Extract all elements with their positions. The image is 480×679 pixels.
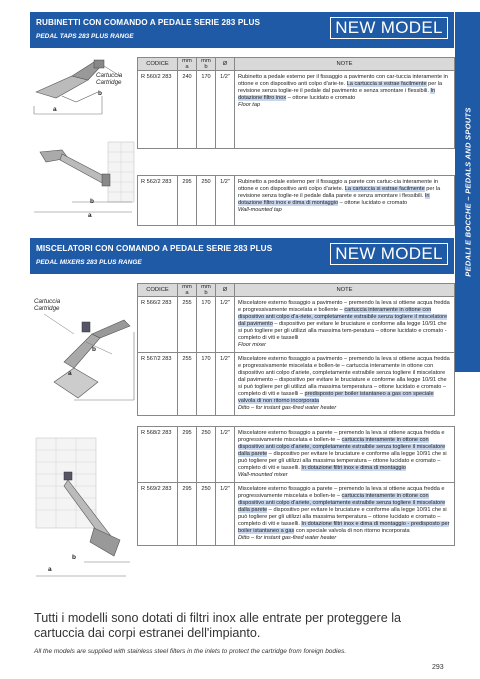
- note-text: Miscelatore esterno fissaggio a pavimento – premendo la leva si ottiene acqua fredda e progressivamente miscelata e bollen-te – cartuccia interamente in ottone con dispositivo anti colpo d'ariete, completamente estraibile senza togliere il miscelatore dal pavimento – dispositivo per evitare le bruciature e conforme alla legge 10/91 che si può togliere per gli utilizzi alla massima temperatura – ottone lucidato e cromato – completo di viti e tasselli –: [238, 356, 450, 397]
- cell-mm-a: 240: [178, 71, 197, 149]
- note-text: per la revisione senza toglie-re il pedale dal pavimento e senza smontare i flessibili.: [238, 81, 443, 94]
- note-text: Rubinetto a pedale esterno per il fissaggio a pavimento con car-tuccia interamente in ottone e con dispositivo anti colpo d'arie-te.: [238, 74, 448, 87]
- note-text: con speciale valvola di non ritorno incorporata: [294, 528, 410, 534]
- cell-note: [235, 297, 455, 353]
- note-highlight: La cartuccia si estrae facilmente: [344, 186, 425, 192]
- side-tab: [455, 12, 480, 372]
- section-subtitle: PEDAL TAPS 283 PLUS RANGE: [36, 33, 134, 40]
- floor-tap-illustration: [32, 56, 136, 126]
- note-english: Wall-mounted mixer: [238, 472, 288, 478]
- cell-code: R 560/2 283: [138, 71, 178, 149]
- section-title: RUBINETTI CON COMANDO A PEDALE SERIE 283 PLUS: [36, 18, 261, 27]
- table-row: [138, 483, 455, 546]
- wall-mixer-illustration: [34, 436, 136, 586]
- note-highlight: In dotazione filtri inox e dima di montaggio: [301, 465, 406, 471]
- cell-note: [235, 483, 455, 546]
- cell-mm-b: 170: [197, 71, 216, 149]
- wall-tap-illustration: [32, 140, 136, 220]
- cell-diameter: 1/2": [216, 176, 235, 226]
- cartridge-label-en: Cartridge: [96, 79, 122, 86]
- note-text: Rubinetto a pedale esterno per il fissaggio a parete con cartuc-cia interamente in ottone e con dispositivo anti colpo d'ariete.: [238, 179, 438, 192]
- note-english: Ditto – for instant gas-fired water heater: [238, 405, 337, 411]
- cell-note: [235, 176, 455, 226]
- table-row: [138, 297, 455, 353]
- dim-b-label: b: [98, 90, 102, 97]
- cell-code: R 569/2 283: [138, 483, 178, 546]
- note-text: – dispositivo per evitare le bruciature e conforme alla legge 10/91 che si può togliere per gli utilizzi alla massima tem-peratura – ottone lucidato e cromato - completo di viti e tasselli: [238, 321, 447, 341]
- table-row: [138, 71, 455, 149]
- cartridge-label-it: Cartuccia: [96, 72, 123, 79]
- pedal-taps-table: [137, 57, 455, 226]
- cell-mm-b: 170: [197, 353, 216, 416]
- table-row: [138, 353, 455, 416]
- note-highlight: In dotazione filtro inox: [238, 88, 436, 101]
- cartridge-label-en: Cartridge: [34, 305, 60, 312]
- col-header-code: CODICE: [138, 284, 178, 297]
- page-number: 293: [432, 664, 444, 671]
- cell-mm-a: 295: [178, 176, 197, 226]
- row-spacer: [138, 149, 455, 176]
- cell-mm-a: 295: [178, 427, 197, 483]
- cell-diameter: 1/2": [216, 483, 235, 546]
- col-header-mm-b: mm b: [197, 58, 216, 71]
- table-row: [138, 427, 455, 483]
- note-text: per la revisione senza toglie-re il pedale dalla parete e senza smontare i flessibili.: [238, 186, 441, 199]
- col-header-diameter: Ø: [216, 284, 235, 297]
- cell-diameter: 1/2": [216, 71, 235, 149]
- note-text: – dispositivo per evitare le bruciature e conforme alla legge 10/91 che si può togliere per gli utilizzi alla massima temperatura – ottone lucidato e cromato – completo di viti e tasselli.: [238, 507, 447, 527]
- cell-code: R 566/2 283: [138, 297, 178, 353]
- dim-a-label: a: [48, 566, 52, 573]
- footer-note-italian: Tutti i modelli sono dotati di filtri inox alle entrate per proteggere la cartuccia dai corpi estranei dell'impianto.: [34, 611, 402, 640]
- note-highlight: cartuccia interamente in ottone con dispositivo anti colpo d'a-riete, completamente estraibile senza togliere il miscelatore dal pavimento: [238, 307, 448, 327]
- dim-a-label: a: [68, 370, 72, 377]
- note-text: Miscelatore esterno fissaggio a parete – premendo la leva si ottiene acqua fredda e progressivamente miscelata e bollen-te –: [238, 430, 445, 443]
- new-model-badge: NEW MODEL: [330, 243, 448, 265]
- pedal-mixers-table: [137, 283, 455, 546]
- cell-diameter: 1/2": [216, 353, 235, 416]
- note-text: Miscelatore esterno fissaggio a parete – premendo la leva si ottiene acqua fredda e progressivamente miscelata e bollen-te –: [238, 486, 445, 499]
- footer-note-english: All the models are supplied with stainless steel filters in the inlets to protect the cartridge from foreign bodies.: [34, 648, 347, 655]
- cell-mm-b: 250: [197, 176, 216, 226]
- note-text: – ottone lucidato e cromato: [286, 95, 356, 101]
- col-header-note: NOTE: [235, 58, 455, 71]
- row-spacer: [138, 416, 455, 427]
- cell-code: R 568/2 283: [138, 427, 178, 483]
- table-header-row: [138, 284, 455, 297]
- note-highlight: cartuccia interamente in ottone con dispositivo anti colpo d'ariete, completamente estraibile senza togliere il miscelatore dalla parete: [238, 437, 446, 457]
- note-highlight: In dotazione filtri inox e dima di montaggio - predisposto per boiler istantaneo a gas: [238, 521, 450, 534]
- col-header-code: CODICE: [138, 58, 178, 71]
- cell-mm-b: 250: [197, 427, 216, 483]
- section-banner-pedal-mixers: [30, 238, 454, 274]
- cell-diameter: 1/2": [216, 297, 235, 353]
- cell-mm-a: 255: [178, 353, 197, 416]
- cartridge-label-it: Cartuccia: [34, 298, 61, 305]
- note-text: – dispositivo per evitare le bruciature e conforme alla legge 10/91 che si può togliere per gli utilizzi alla massima temperatura – ottone lucidato e cromato – completo di viti e tasselli.: [238, 451, 447, 471]
- note-english: Ditto – for instant gas-fired water heater: [238, 535, 337, 541]
- cell-note: [235, 71, 455, 149]
- note-english: Floor tap: [238, 102, 261, 108]
- dim-b-label: b: [90, 198, 94, 205]
- col-header-mm-b: mm b: [197, 284, 216, 297]
- cell-diameter: 1/2": [216, 427, 235, 483]
- cell-mm-b: 250: [197, 483, 216, 546]
- note-highlight: predisposto per boiler istantaneo a gas con speciale valvola di non ritorno incorporata: [238, 391, 434, 404]
- note-highlight: La cartuccia si estrae facilmente: [346, 81, 427, 87]
- table-header-row: [138, 58, 455, 71]
- cell-note: [235, 353, 455, 416]
- cell-note: [235, 427, 455, 483]
- new-model-badge: NEW MODEL: [330, 17, 448, 39]
- note-english: Floor mixer: [238, 342, 266, 348]
- cell-code: R 567/2 283: [138, 353, 178, 416]
- dim-a-label: a: [88, 212, 92, 219]
- floor-mixer-illustration: [34, 312, 136, 422]
- note-text: – ottone lucidato e cromato: [338, 200, 408, 206]
- section-subtitle: PEDAL MIXERS 283 PLUS RANGE: [36, 259, 142, 266]
- col-header-diameter: Ø: [216, 58, 235, 71]
- section-title: MISCELATORI CON COMANDO A PEDALE SERIE 283 PLUS: [36, 244, 273, 253]
- table-row: [138, 176, 455, 226]
- col-header-mm-a: mm a: [178, 284, 197, 297]
- dim-a-label: a: [53, 106, 57, 113]
- note-highlight: cartuccia interamente in ottone con dispositivo anti colpo d'ariete, completamente estraibile senza togliere il miscelatore dalla parete: [238, 493, 446, 513]
- dim-b-label: b: [72, 554, 76, 561]
- col-header-note: NOTE: [235, 284, 455, 297]
- section-banner-pedal-taps: [30, 12, 454, 48]
- cell-mm-a: 255: [178, 297, 197, 353]
- cell-mm-a: 295: [178, 483, 197, 546]
- note-text: Miscelatore esterno fissaggio a pavimento – premendo la leva si ottiene acqua fredda e progressivamente miscelata e bollente –: [238, 300, 450, 313]
- dim-b-label: b: [92, 346, 96, 353]
- note-english: Wall-mounted tap: [238, 207, 282, 213]
- cell-code: R 562/2 283: [138, 176, 178, 226]
- note-highlight: In dotazione filtro inox e dima di montaggio: [238, 193, 430, 206]
- side-tab-label: PEDALI E BOCCHE – PEDALS AND SPOUTS: [463, 107, 472, 277]
- cell-mm-b: 170: [197, 297, 216, 353]
- col-header-mm-a: mm a: [178, 58, 197, 71]
